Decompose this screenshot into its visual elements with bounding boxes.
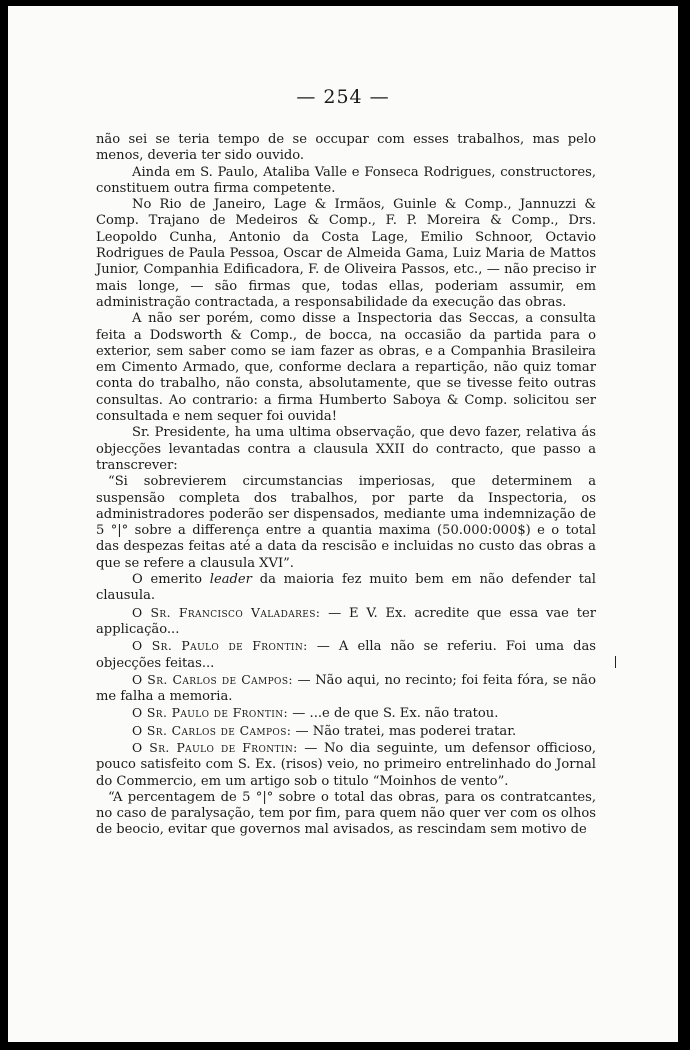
speaker: O Sr. Paulo de Frontin:	[132, 638, 308, 654]
paragraph: Sr. Presidente, ha uma ultima observação, que devo fazer, relativa ás objecções levantadas contra a clausula XXII do contracto, que passo a transcrever:	[96, 425, 596, 473]
speaker: O Sr. Francisco Valadares:	[132, 604, 321, 620]
speaker: O Sr. Paulo de Frontin:	[132, 739, 298, 755]
leader-word: leader	[209, 572, 252, 588]
dialogue-line: O Sr. Carlos de Campos: — Não tratei, mas poderei tratar.	[132, 722, 517, 739]
dialogue-line: O emerito leader da maioria fez muito bem em não defender tal clausula.	[96, 572, 596, 604]
speaker: O Sr. Carlos de Campos:	[132, 671, 293, 687]
paragraph: A não ser porém, como disse a Inspectoria das Seccas, a consulta feita a Dodsworth & Comp., de bocca, na occasião da partida para o exterior, sem saber como se iam fazer as obras, e a Companhia Brasileira em Cimento Armado, que, conforme declara a repartição, não quiz tomar conta do trabalho, não consta, absolutamente, que se tivesse feito outras consultas. Ao contrario: a firma Humberto Saboya & Comp. solicitou ser consultada e nem sequer foi ouvida!	[96, 311, 596, 425]
margin-mark	[615, 656, 616, 668]
speaker: O Sr. Paulo de Frontin:	[132, 705, 289, 721]
page-number: — 254 —	[296, 86, 390, 108]
block-quote: “Si sobrevierem circumstancias imperiosas, que determinem a suspensão completa dos trabalhos, por parte da Inspectoria, os administradores poderão ser dispensados, mediante uma indemnização de 5 °|° sobre a differença entre a quantia maxima (50.000:000$) e o total das despezas feitas até a data da rescisão e incluidas no custo das obras a que se refere a clausula XVI”.	[96, 474, 596, 571]
paragraph: não sei se teria tempo de se occupar com esses trabalhos, mas pelo menos, deveria ter sido ouvido.	[96, 132, 596, 164]
dialogue-line: O Sr. Francisco Valadares: — E V. Ex. acredite que essa vae ter applicação...	[96, 604, 596, 637]
document-page	[8, 6, 678, 1042]
dialogue-line: O Sr. Paulo de Frontin: — No dia seguinte, um defensor officioso, pouco satisfeito com S. Ex. (risos) veio, no primeiro entrelinhado do Jornal do Commercio, em um artigo sob o titulo “Moinhos de vento”.	[96, 739, 596, 789]
dialogue-line: O Sr. Paulo de Frontin: — A ella não se referiu. Foi uma das objecções feitas...	[96, 638, 596, 671]
paragraph: No Rio de Janeiro, Lage & Irmãos, Guinle & Comp., Jannuzzi & Comp. Trajano de Medeiros & Comp., F. P. Moreira & Comp., Drs. Leopoldo Cunha, Antonio da Costa Lage, Emilio Schnoor, Octavio Rodrigues de Paula Pessoa, Oscar de Almeida Gama, Luiz Maria de Mattos Junior, Companhia Edificadora, F. de Oliveira Passos, etc., — não preciso ir mais longe, — são firmas que, todas ellas, poderiam assumir, em administração contractada, a responsabilidade da execução das obras.	[96, 197, 596, 310]
dialogue-line: O Sr. Paulo de Frontin: — ...e de que S. Ex. não tratou.	[132, 705, 499, 722]
dialogue-line: O Sr. Carlos de Campos: — Não aqui, no recinto; foi feita fóra, se não me falha a memoria.	[96, 671, 596, 705]
block-quote: “A percentagem de 5 °|° sobre o total das obras, para os contratcantes, no caso de paralysação, tem por fim, para quem não quer ver com os olhos de beocio, evitar que governos mal avisados, as rescindam sem motivo de	[96, 789, 596, 838]
body-text	[96, 132, 596, 839]
speaker: O Sr. Carlos de Campos:	[132, 722, 292, 738]
paragraph: Ainda em S. Paulo, Ataliba Valle e Fonseca Rodrigues, constructores, constituem outra firma competente.	[96, 164, 596, 196]
